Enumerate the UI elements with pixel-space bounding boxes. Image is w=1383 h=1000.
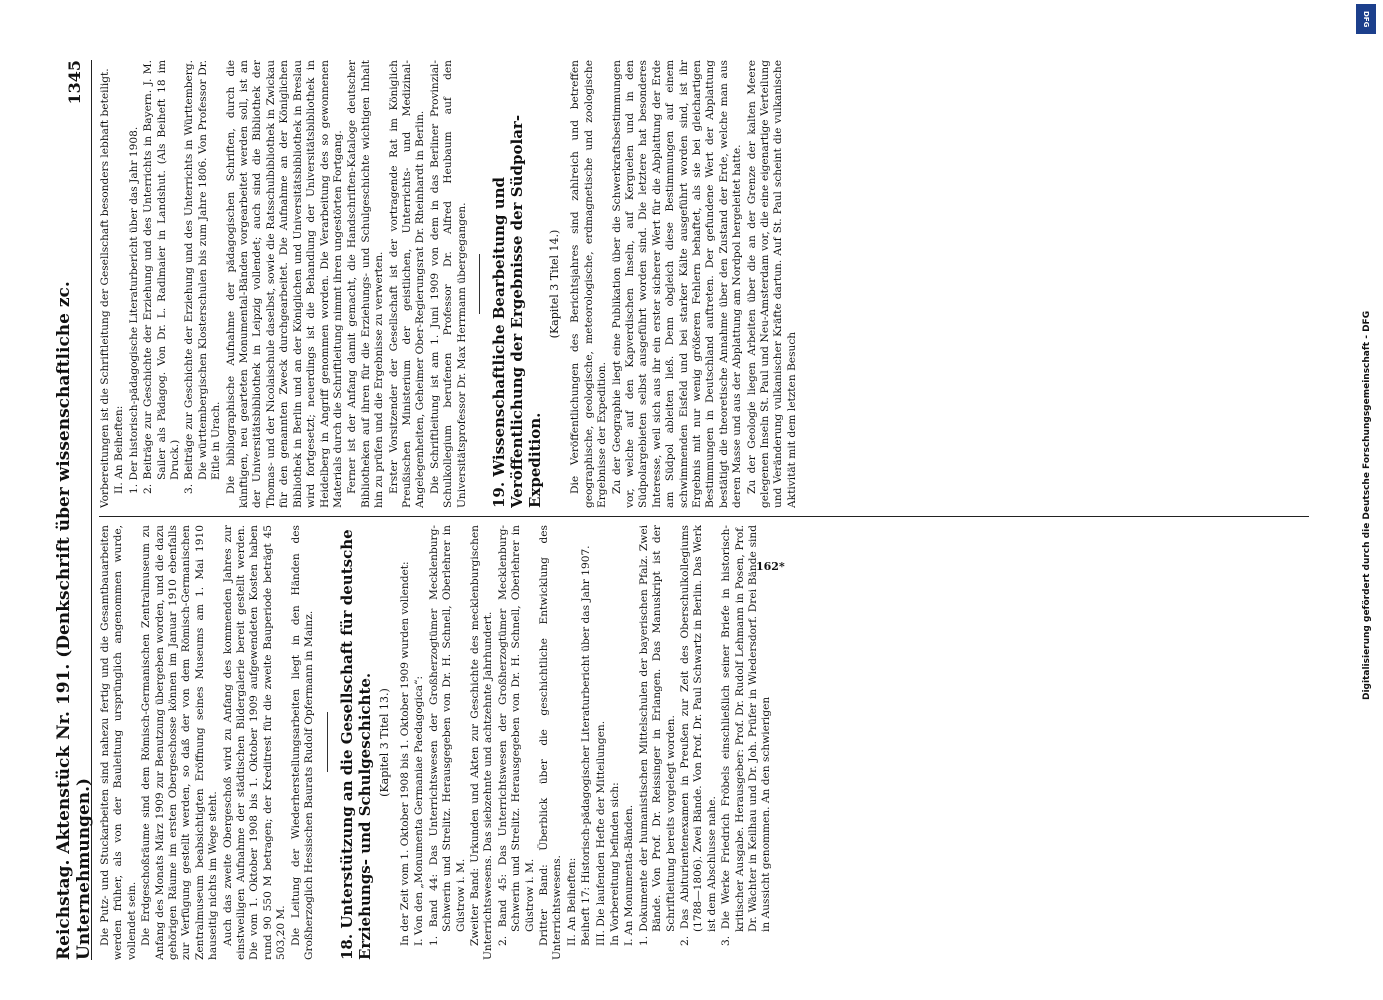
section-heading-19: 19. Wissenschaftliche Bearbeitung und Veröffentlichung der Ergebnisse der Südpolar-Expedition. bbox=[489, 114, 544, 508]
paragraph: Zu der Geologie liegen Arbeiten über die an der Grenze der kalten Meere gelegenen Inseln St. Paul und Neu-Amsterdam vor, die eine eigenartige Verteilung und Veränderung vulkanischer Kräfte dartun. Auf St. Paul scheint die vulkanische Aktivität mit dem letzten Besuch bbox=[745, 60, 798, 508]
list-item: 2. Das Abiturientenexamen in Preußen zur Zeit des Oberschulkollegiums (1788—1806). Zwei Bände. Von Prof. Dr. Paul Schwartz in Berlin. Das Werk ist dem Abschlusse nahe. bbox=[679, 525, 718, 946]
paragraph: In Vorbereitung befinden sich: bbox=[609, 782, 621, 946]
list-item: 2. Beiträge zur Geschichte der Erziehung und des Unterrichts in Bayern. J. M. Sailer als Pädagog. Von Dr. L. Radlmaier in Landshut. (Als Beiheft 18 im Druck.) bbox=[142, 60, 182, 494]
list-item: II. An Beiheften: bbox=[113, 405, 126, 494]
chapter-reference: (Kapitel 3 Titel 14.) bbox=[547, 229, 561, 339]
page-number: 1345 bbox=[64, 60, 84, 105]
paragraph: Die bibliographische Aufnahme der pädagogischen Schriften, durch die künftigen, neu gearteten Monumental-Bänden vorgearbeitet werden soll, ist an der Universitätsbibliothek in Leipzig vollendet; auch sind die Bibliothek der Thomas- und der Nicolaischule daselbst, sowie die Ratsschulbibliothek in Zwickau für den genannten Zweck durchgearbeitet. Die Aufnahme an der Königlichen Bibliothek in Berlin und an der Königlichen und Universitätsbibliothek in Breslau wird fortgesetzt; neuerdings ist die Behandlung der Universitätsbibliothek in Heidelberg in Angriff genommen worden. Die Verarbeitung des so gewonnenen Materials durch die Schriftleitung nimmt ihren ungestörten Fortgang. bbox=[224, 60, 344, 508]
list-item: 3. Beiträge zur Geschichte der Erziehung und des Unterrichts in Württemberg. Die württembergischen Klosterschulen bis zum Jahre 1806. Von Professor Dr. Eitle in Urach. bbox=[183, 60, 223, 494]
paragraph: Die Erdgeschoßräume sind dem Römisch-Germanischen Zentralmuseum zu Anfang des Monats März 1909 zur Benutzung übergeben worden, und die dazu gehörigen Räume im ersten Obergeschosse können im Januar 1910 ebenfalls zur Verfügung gestellt werden, so daß der von dem Römisch-Germanischen Zentralmuseum beabsichtigten Eröffnung seines Museums am 1. Mai 1910 hauseitig nichts im Wege steht. bbox=[140, 525, 220, 960]
page-header bbox=[54, 60, 94, 960]
list-item: Dritter Band: Überblick über die geschichtliche Entwicklung des Unterrichtswesens. bbox=[537, 525, 564, 960]
paragraph: Auch das zweite Obergeschoß wird zu Anfang des kommenden Jahres zur einstweiligen Aufnahme der städtischen Bildergalerie bereit gestellt werden. Die vom 1. Oktober 1908 bis 1. Oktober 1909 aufgewendeten Kosten haben rund 90 550 M betragen; der Kreditrest für die zweite Bauperiode beträgt 45 503,20 M. bbox=[221, 525, 288, 960]
list-item: 1. Der historisch-pädagogische Literaturbericht über das Jahr 1908. bbox=[127, 126, 140, 494]
rotated-page bbox=[54, 60, 1327, 960]
paragraph: Die Schriftleitung ist am 1. Juni 1909 von dem in das Berliner Provinzial-Schulkollegium berufenen Professor Dr. Alfred Heubaum auf den Universitätsprofessor Dr. Max Herrmann übergegangen. bbox=[428, 60, 468, 508]
list-item: I. Von den „Monumenta Germaniae Paedagogica“: bbox=[413, 675, 426, 946]
list-item: 1. Band 44: Das Unterrichtswesen der Großherzogtümer Mecklenburg-Schwerin und Strelitz. Herausgegeben von Dr. H. Schnell, Oberlehrer in Güstrow i. M. bbox=[427, 525, 467, 946]
section-heading-18: 18. Unterstützung an die Gesellschaft für deutsche Erziehungs- und Schulgeschichte. bbox=[337, 529, 374, 960]
paragraph: Zu der Geographie liegt eine Publikation über die Schwerkraftsbestimmungen vor, welche auf den Kapverdischen Inseln, auf Kerguelen und in den Südpolargebieten selbst ausgeführt worden sind. Die letztere hat besonderes Interesse, weil sich aus ihr ein erster sicherer Wert für die Abplattung der Erde am Südpol ableiten ließ. Denn obgleich diese Bestimmungen auf einem schwimmenden Eisfeld und bei starker Kälte ausgeführt worden sind, ist ihr Ergebnis mit nur wenig größeren Fehlern behaftet, als sie bei gleichartigen Bestimmungen in Deutschland auftreten. Der gefundene Wert der Abplattung bestätigt die theoretische Annahme über den Zustand der Erde, welche man aus deren Masse und aus der Abplattung am Nordpol hergeleitet hatte. bbox=[610, 60, 744, 508]
list-item: 3. Die Werke Friedrich Fröbels einschließlich seiner Briefe in historisch-kritischer Ausgabe. Herausgeber: Prof. Dr. Rudolf Lehmann in Posen, Prof. Dr. Wächter in Keilhau und Dr. Joh. Prüfer in Wiedersdorf. Drei Bände sind in Aussicht genommen. An den schwierigen bbox=[720, 525, 773, 946]
running-title: Reichstag. Aktenstück Nr. 191. (Denkschrift über wissenschaftliche zc. Unternehmungen.) bbox=[54, 281, 94, 960]
left-column bbox=[99, 525, 1319, 960]
list-item: 1. Dokumente der humanistischen Mittelschulen der bayerischen Pfalz. Zwei Bände. Von Prof. Dr. Reissinger in Erlangen. Das Manuskript ist der Schriftleitung bereits vorgelegt worden. bbox=[637, 525, 677, 946]
paragraph: Die Leitung der Wiederherstellungsarbeiten liegt in den Händen des Großherzoglich Hessischen Baurats Rudolf Opfermann in Mainz. bbox=[289, 525, 316, 960]
paragraph: Erster Vorsitzender der Gesellschaft ist der vortragende Rat im Königlich Preußischen Ministerium der geistlichen, Unterrichts- und Medizinal-Angelegenheiten, Geheimer Ober-Regierungsrat Dr. Rheinhardt in Berlin. bbox=[387, 60, 427, 508]
list-item: II. An Beiheften: bbox=[565, 857, 578, 946]
paragraph: Die Putz- und Stuckarbeiten sind nahezu fertig und die Gesamtbauarbeiten werden früher, als von der Bauleitung ursprünglich angenommen wurde, vollendet sein. bbox=[99, 525, 138, 960]
right-column bbox=[99, 60, 1319, 508]
list-item: I. An Monumenta-Bänden. bbox=[623, 804, 636, 946]
chapter-reference: (Kapitel 3 Titel 13.) bbox=[377, 688, 391, 797]
signature-number: 162* bbox=[756, 560, 785, 573]
section-divider bbox=[479, 254, 480, 314]
paragraph: Die Veröffentlichungen des Berichtsjahres sind zahlreich und betreffen geographische, geologische, meteorologische, erdmagnetische und zoologische Ergebnisse der Expedition. bbox=[569, 60, 609, 508]
paragraph: In der Zeit vom 1. Oktober 1908 bis 1. Oktober 1909 wurden vollendet: bbox=[398, 561, 411, 946]
paragraph: Vorbereitungen ist die Schriftleitung der Gesellschaft besonders lebhaft beteiligt. bbox=[99, 68, 111, 508]
column-rule bbox=[99, 516, 1309, 517]
list-item: III. Die laufenden Hefte der Mitteilungen. bbox=[594, 720, 607, 946]
section-divider bbox=[327, 713, 328, 773]
list-item: Beiheft 17: Historisch-pädagogischer Literaturbericht über das Jahr 1907. bbox=[580, 545, 593, 946]
list-item: Zweiter Band: Urkunden und Akten zur Geschichte des mecklenburgischen Unterrichtswesens. Das siebzehnte und achtzehnte Jahrhundert. bbox=[468, 525, 495, 960]
dfg-logo: DFG bbox=[1356, 4, 1376, 34]
list-item: 2. Band 45: Das Unterrichtswesen der Großherzogtümer Mecklenburg-Schwerin und Strelitz. Herausgegeben von Dr. H. Schnell, Oberlehrer in Güstrow i. M. bbox=[496, 525, 536, 946]
digitization-credit: Digitalisierung gefördert durch die Deutsche Forschungsgemeinschaft - DFG bbox=[1362, 310, 1372, 700]
paragraph: Ferner ist der Anfang damit gemacht, die Handschriften-Kataloge deutscher Bibliotheken auf ihren für die Erziehungs- und Schulgeschichte wichtigen Inhalt hin zu prüfen und die Ergebnisse zu verwerten. bbox=[346, 60, 386, 508]
